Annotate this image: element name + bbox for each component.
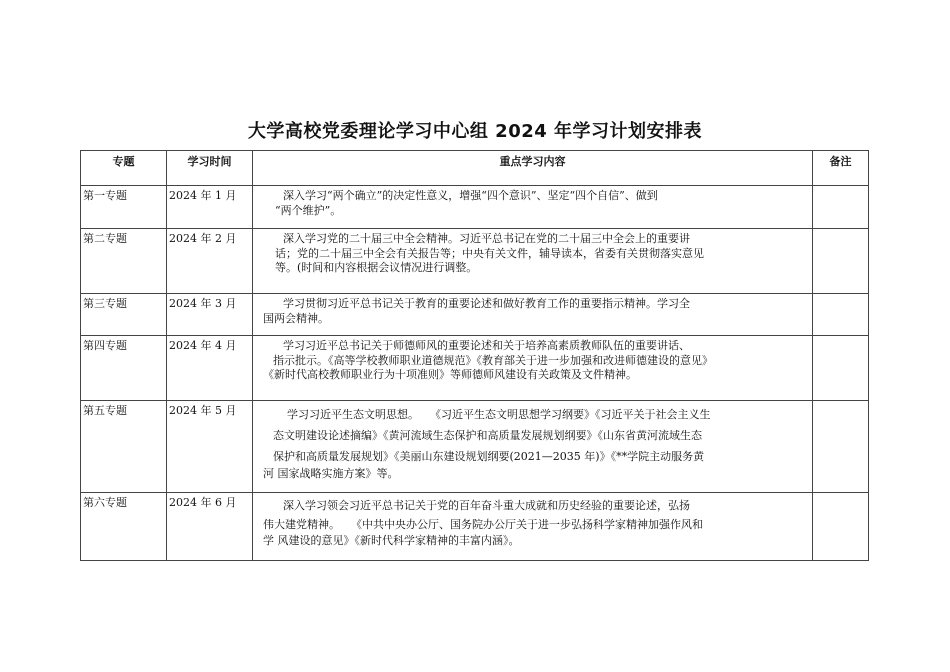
header-topic: 专题 xyxy=(81,151,167,186)
content-line: 伟大建党精神。 《中共中央办公厅、国务院办公厅关于进一步弘扬科学家精神加强作风和 xyxy=(263,518,703,531)
time-cell: 2024 年 3 月 xyxy=(167,294,253,336)
content-cell xyxy=(253,493,813,561)
content-line: 国两会精神。 xyxy=(263,311,329,325)
content-line: 河 国家战略实施方案》等。 xyxy=(263,467,399,480)
topic-cell: 第五专题 xyxy=(81,401,167,493)
page-title: 大学高校党委理论学习中心组 2024 年学习计划安排表 xyxy=(247,121,703,142)
topic-cell: 第三专题 xyxy=(81,294,167,336)
content-line: 学习习近平生态文明思想。 《习近平生态文明思想学习纲要》《习近平关于社会主义生 xyxy=(287,408,711,421)
content-line: 学习习近平总书记关于师德师风的重要论述和关于培养高素质教师队伍的重要讲话、 xyxy=(283,339,690,352)
header-time: 学习时间 xyxy=(167,151,253,186)
content-line: 话；党的二十届三中全会有关报告等；中央有关文件，辅导读本，省委有关贯彻落实意见 xyxy=(275,246,704,260)
content-cell xyxy=(253,294,813,336)
content-line: 态文明建设论述摘编》《黄河流域生态保护和高质量发展规划纲要》《山东省黄河流域生态 xyxy=(273,429,702,442)
header-note: 备注 xyxy=(813,151,869,186)
time-cell: 2024 年 1 月 xyxy=(167,186,253,229)
topic-cell: 第二专题 xyxy=(81,229,167,294)
content-line: 深入学习领会习近平总书记关于党的百年奋斗重大成就和历史经验的重要论述，弘扬 xyxy=(283,499,690,512)
note-cell xyxy=(813,493,869,561)
time-cell: 2024 年 4 月 xyxy=(167,336,253,401)
header-content: 重点学习内容 xyxy=(253,151,813,186)
table-row xyxy=(81,336,869,401)
table-row xyxy=(81,401,869,493)
note-cell xyxy=(813,294,869,336)
topic-cell: 第一专题 xyxy=(81,186,167,229)
note-cell xyxy=(813,229,869,294)
content-line: 《新时代高校教师职业行为十项准则》等师德师风建设有关政策及文件精神。 xyxy=(263,368,637,381)
table-header-row xyxy=(81,151,869,186)
schedule-table xyxy=(80,150,869,561)
content-cell xyxy=(253,186,813,229)
content-line: 学 风建设的意见》《新时代科学家精神的丰富内涵》。 xyxy=(263,534,520,547)
content-cell xyxy=(253,401,813,493)
time-cell: 2024 年 5 月 xyxy=(167,401,253,493)
content-line: 保护和高质量发展规划》《美丽山东建设规划纲要(2021—2035 年)》《**学院主动服务黄 xyxy=(273,450,705,463)
note-cell xyxy=(813,336,869,401)
time-cell: 2024 年 6 月 xyxy=(167,493,253,561)
content-line: 指示批示。《高等学校教师职业道德规范》《教育部关于进一步加强和改进师德建设的意见》 xyxy=(273,353,713,367)
topic-cell: 第四专题 xyxy=(81,336,167,401)
content-line: 深入学习党的二十届三中全会精神。习近平总书记在党的二十届三中全会上的重要讲 xyxy=(283,232,690,245)
table-row xyxy=(81,186,869,229)
content-line: 学习贯彻习近平总书记关于教育的重要论述和做好教育工作的重要指示精神。学习全 xyxy=(283,297,690,310)
content-cell xyxy=(253,229,813,294)
time-cell: 2024 年 2 月 xyxy=(167,229,253,294)
note-cell xyxy=(813,186,869,229)
note-cell xyxy=(813,401,869,493)
content-cell xyxy=(253,336,813,401)
content-line: 等。(时间和内容根据会议情况进行调整。 xyxy=(275,261,478,274)
table-row xyxy=(81,493,869,561)
content-line: 深入学习“两个确立”的决定性意义，增强“四个意识”、坚定“四个自信”、做到 xyxy=(283,189,658,202)
table-row xyxy=(81,229,869,294)
content-line: “两个维护”。 xyxy=(275,203,342,217)
table-row xyxy=(81,294,869,336)
topic-cell: 第六专题 xyxy=(81,493,167,561)
